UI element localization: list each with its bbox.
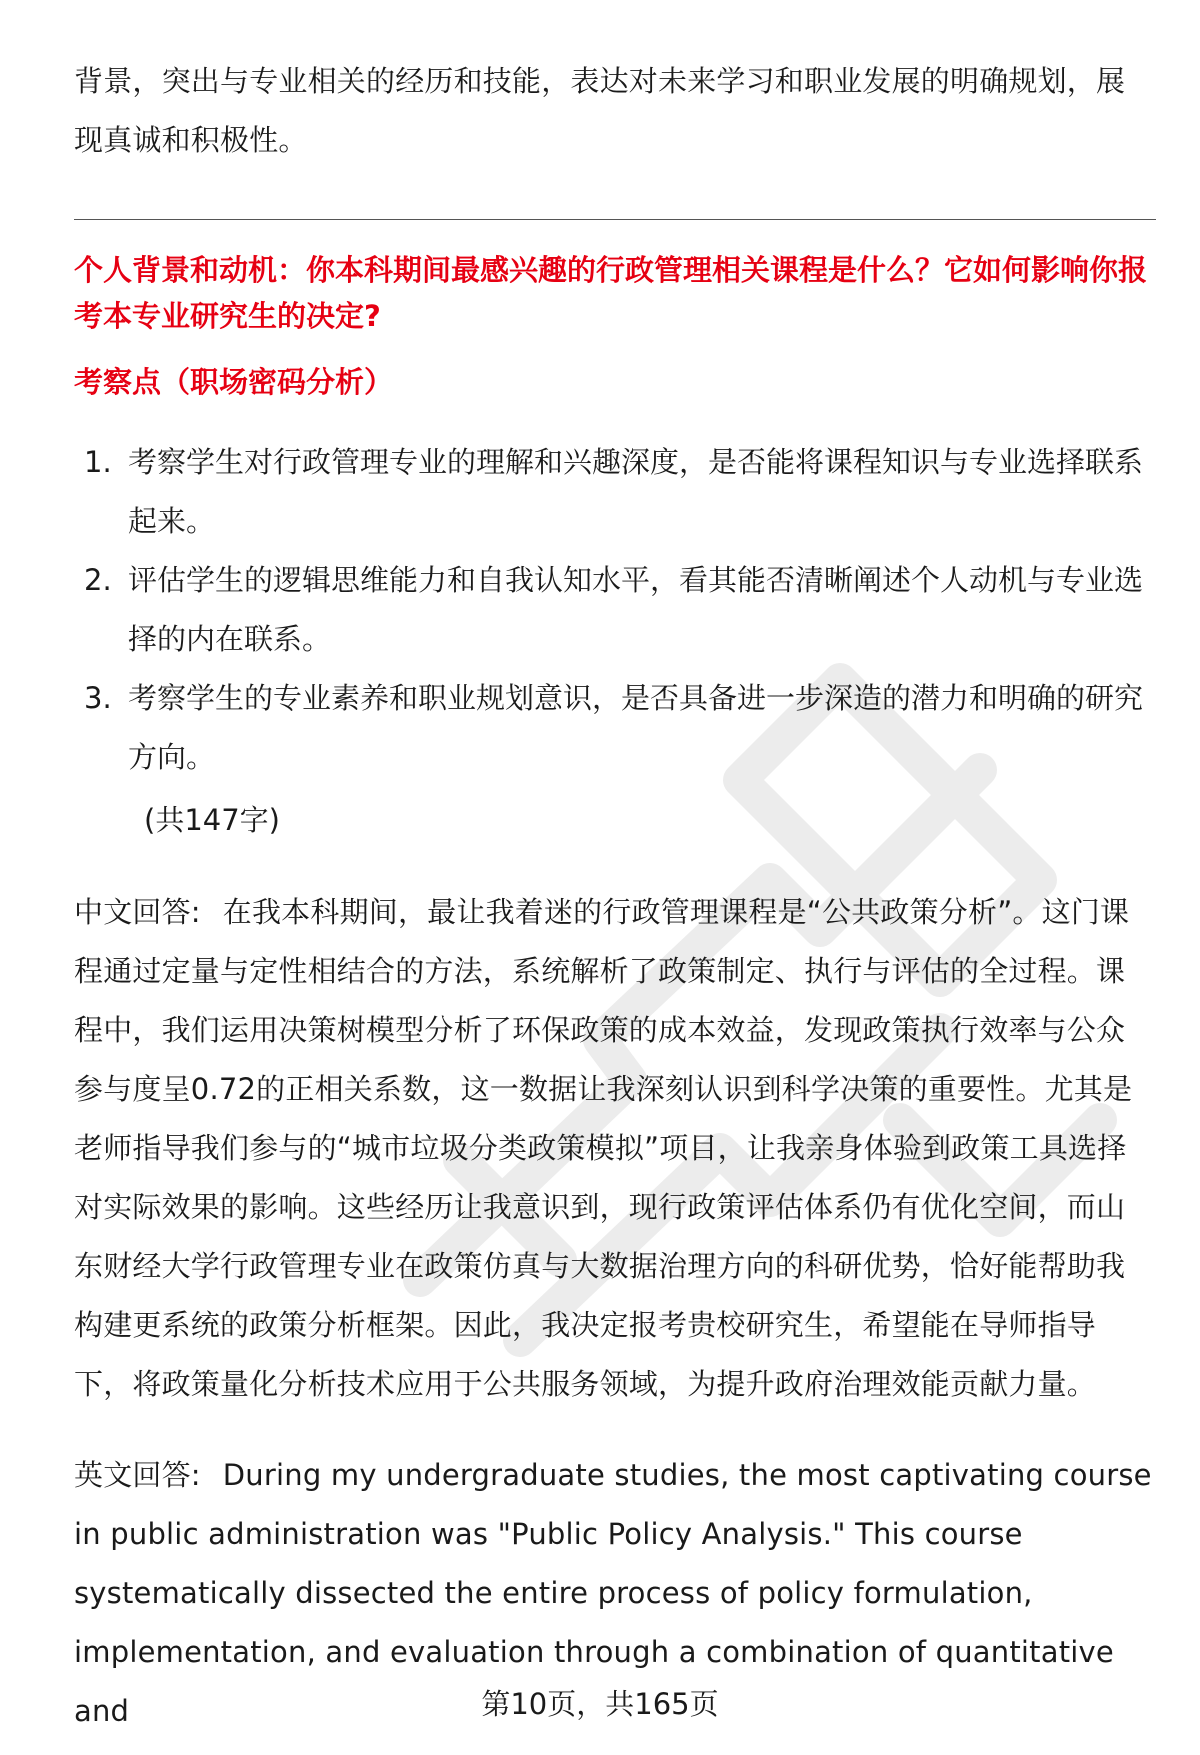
english-answer-label: 英文回答: bbox=[74, 1458, 201, 1492]
list-item-text: 考察学生的专业素养和职业规划意识，是否具备进一步深造的潜力和明确的研究方向。 bbox=[128, 681, 1144, 774]
assessment-heading: 考察点（职场密码分析） bbox=[74, 365, 394, 399]
list-item-number: 1. bbox=[84, 445, 112, 479]
list-item-number: 2. bbox=[84, 563, 112, 597]
intro-paragraph: 背景，突出与专业相关的经历和技能，表达对未来学习和职业发展的明确规划，展现真诚和积极性。 bbox=[74, 64, 1126, 157]
chinese-answer-label: 中文回答: bbox=[74, 895, 201, 929]
list-item bbox=[74, 551, 1154, 669]
list-item-text: 评估学生的逻辑思维能力和自我认知水平，看其能否清晰阐述个人动机与专业选择的内在联系。 bbox=[128, 563, 1144, 656]
word-count: (共147字) bbox=[144, 803, 280, 837]
interview-question: 个人背景和动机：你本科期间最感兴趣的行政管理相关课程是什么？它如何影响你报考本专业研究生的决定? bbox=[74, 253, 1148, 333]
chinese-answer bbox=[74, 883, 1154, 1414]
list-item bbox=[74, 433, 1154, 551]
list-item-text: 考察学生对行政管理专业的理解和兴趣深度，是否能将课程知识与专业选择联系起来。 bbox=[128, 445, 1144, 538]
list-item-number: 3. bbox=[84, 681, 112, 715]
chinese-answer-text: 在我本科期间，最让我着迷的行政管理课程是“公共政策分析”。这门课程通过定量与定性相结合的方法，系统解析了政策制定、执行与评估的全过程。课程中，我们运用决策树模型分析了环保政策的成本效益，发现政策执行效率与公众参与度呈0.72的正相关系数，这一数据让我深刻认识到科学决策的重要性。尤其是老师指导我们参与的“城市垃圾分类政策模拟”项目，让我亲身体验到政策工具选择对实际效果的影响。这些经历让我意识到，现行政策评估体系仍有优化空间，而山东财经大学行政管理专业在政策仿真与大数据治理方向的科研优势，恰好能帮助我构建更系统的政策分析框架。因此，我决定报考贵校研究生，希望能在导师指导下，将政策量化分析技术应用于公共服务领域，为提升政府治理效能贡献力量。 bbox=[74, 895, 1133, 1401]
section-divider bbox=[74, 219, 1156, 220]
page-number-footer: 第10页，共165页 bbox=[481, 1687, 719, 1721]
assessment-points-list bbox=[74, 433, 1154, 787]
english-answer-text: During my undergraduate studies, the most captivating course in public administration was "Public Policy Analysis." This course systematically dissected the entire process of policy formulation, implementation, and evaluation through a combination of quantitative and bbox=[74, 1458, 1152, 1728]
list-item bbox=[74, 669, 1154, 787]
